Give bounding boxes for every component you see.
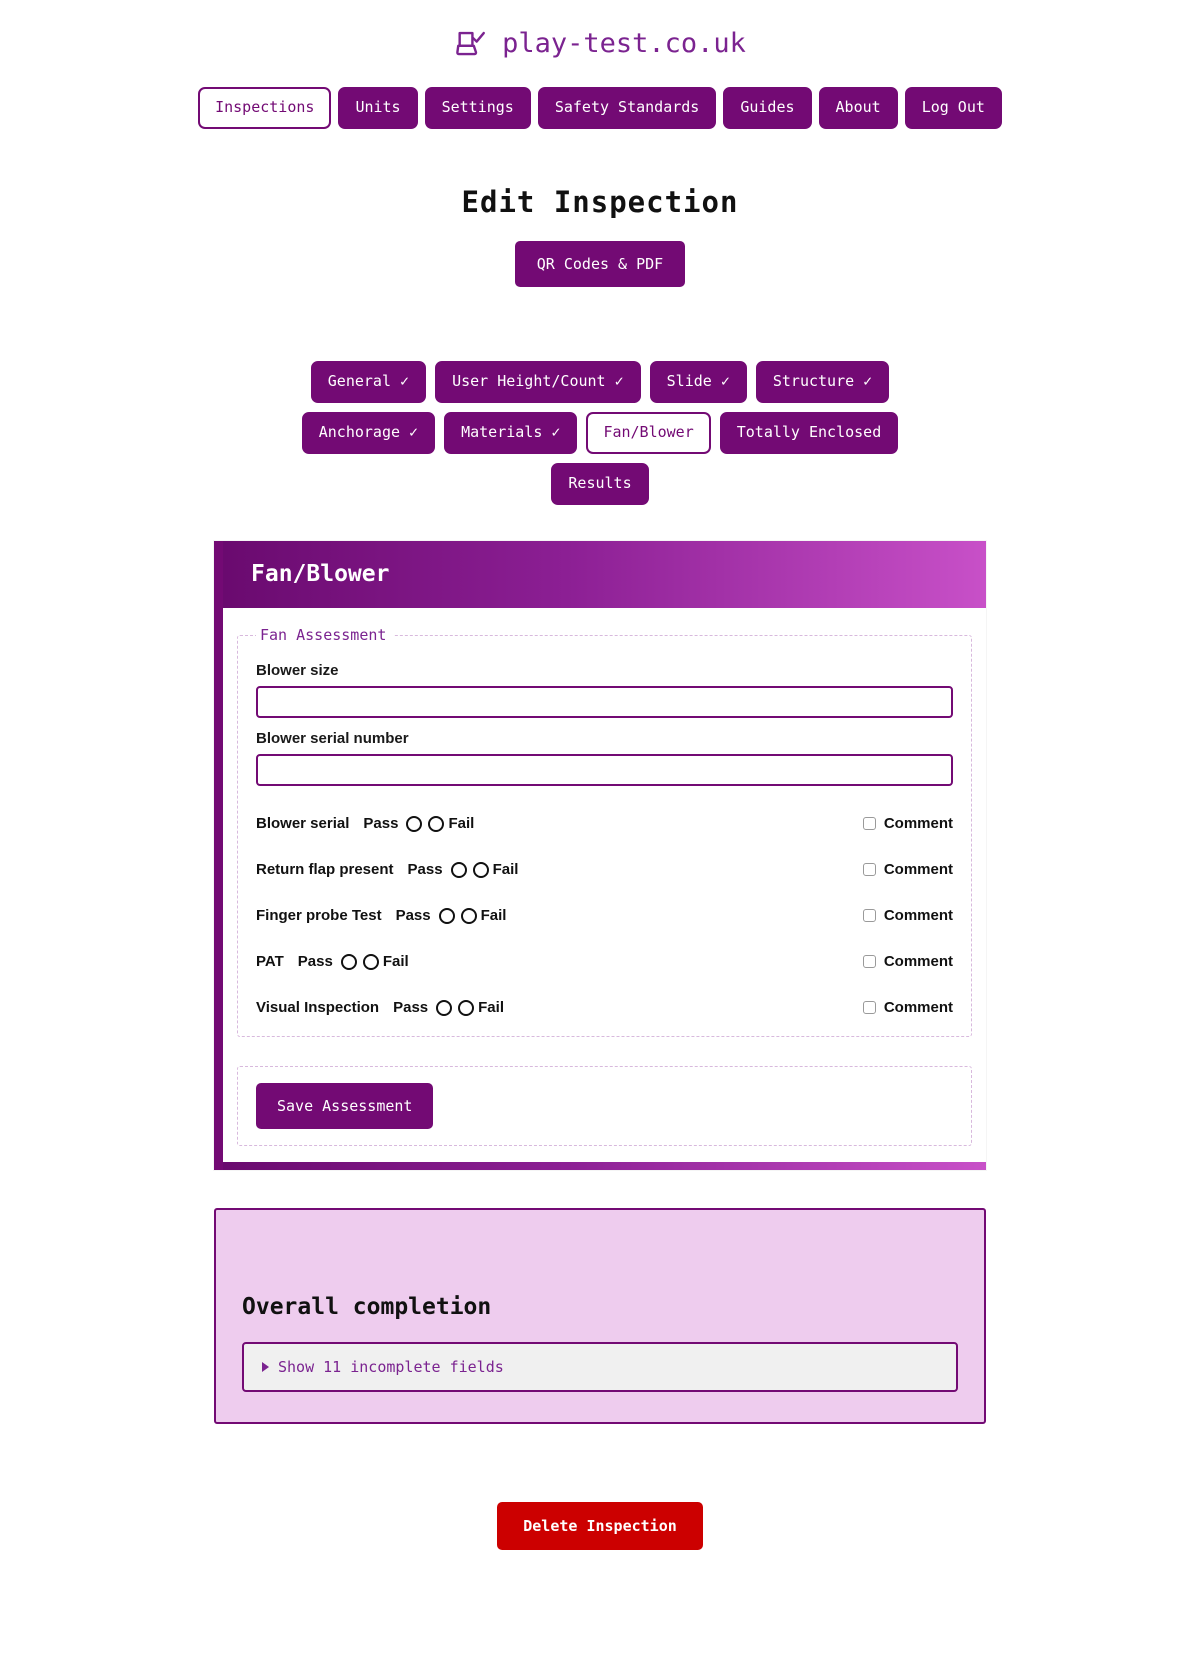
tab-structure[interactable]: Structure ✓ <box>756 361 889 403</box>
tab-general[interactable]: General ✓ <box>311 361 426 403</box>
blower-serial-fail-radio[interactable] <box>428 816 444 832</box>
pass-label: Pass <box>363 815 399 832</box>
comment-label: Comment <box>883 861 953 878</box>
overall-completion-panel <box>214 1208 986 1424</box>
fail-label: Fail <box>492 861 519 878</box>
check-row-controls <box>256 861 518 878</box>
check-label-return-flap-present: Return flap present <box>256 861 394 878</box>
tab-totally-enclosed[interactable]: Totally Enclosed <box>720 412 899 454</box>
fail-label: Fail <box>478 999 504 1016</box>
pat-comment-checkbox[interactable] <box>863 955 876 968</box>
nav-item-settings[interactable]: Settings <box>425 87 531 129</box>
return-flap-pass-radio[interactable] <box>451 862 467 878</box>
card-body <box>223 608 986 1162</box>
check-row-blower-serial <box>256 815 953 832</box>
triangle-right-icon <box>262 1362 269 1372</box>
pass-label: Pass <box>393 999 429 1016</box>
incomplete-fields-details[interactable] <box>242 1342 958 1392</box>
nav-item-safety-standards[interactable]: Safety Standards <box>538 87 717 129</box>
comment-label: Comment <box>883 815 953 832</box>
comment-label: Comment <box>883 907 953 924</box>
card-bottom-accent <box>223 1162 986 1170</box>
check-label-blower-serial: Blower serial <box>256 815 350 832</box>
blower-size-input[interactable] <box>256 686 953 718</box>
pat-fail-radio[interactable] <box>363 954 379 970</box>
nav-item-about[interactable]: About <box>819 87 898 129</box>
visual-inspection-pass-radio[interactable] <box>436 1000 452 1016</box>
finger-probe-pass-radio[interactable] <box>439 908 455 924</box>
qr-codes-pdf-button[interactable]: QR Codes & PDF <box>515 241 685 287</box>
tab-anchorage[interactable]: Anchorage ✓ <box>302 412 435 454</box>
comment-label: Comment <box>883 999 953 1016</box>
comment-group <box>863 815 953 832</box>
check-row-finger-probe-test <box>256 907 953 924</box>
fan-blower-card <box>214 541 986 1170</box>
main-navigation <box>0 87 1200 129</box>
check-label-visual-inspection: Visual Inspection <box>256 999 380 1016</box>
blower-serial-number-label: Blower serial number <box>256 730 409 747</box>
fail-label: Fail <box>480 907 507 924</box>
check-row-pat <box>256 953 953 970</box>
return-flap-comment-checkbox[interactable] <box>863 863 876 876</box>
tab-user-height-count[interactable]: User Height/Count ✓ <box>435 361 641 403</box>
incomplete-fields-summary[interactable] <box>262 1358 938 1376</box>
save-assessment-button[interactable]: Save Assessment <box>256 1083 433 1129</box>
overall-completion-title: Overall completion <box>242 1294 492 1320</box>
card-title: Fan/Blower <box>223 541 986 608</box>
comment-group <box>863 861 953 878</box>
check-label-pat: PAT <box>256 953 284 970</box>
return-flap-fail-radio[interactable] <box>473 862 489 878</box>
brand-header <box>0 0 1200 60</box>
comment-group <box>863 907 953 924</box>
fail-label: Fail <box>448 815 475 832</box>
tab-results[interactable]: Results <box>551 463 648 505</box>
clipboard-check-icon <box>454 26 488 60</box>
blower-size-label: Blower size <box>256 662 339 679</box>
nav-item-units[interactable]: Units <box>338 87 417 129</box>
fan-assessment-legend: Fan Assessment <box>260 626 387 644</box>
comment-group <box>863 953 953 970</box>
check-row-controls <box>256 999 504 1016</box>
tab-materials[interactable]: Materials ✓ <box>444 412 577 454</box>
check-label-finger-probe-test: Finger probe Test <box>256 907 382 924</box>
pass-label: Pass <box>407 861 443 878</box>
page-title: Edit Inspection <box>461 185 739 219</box>
qr-button-container <box>0 241 1200 287</box>
pass-label: Pass <box>395 907 431 924</box>
comment-group <box>863 999 953 1016</box>
save-assessment-fieldset <box>237 1066 972 1146</box>
visual-inspection-comment-checkbox[interactable] <box>863 1001 876 1014</box>
visual-inspection-fail-radio[interactable] <box>458 1000 474 1016</box>
nav-item-guides[interactable]: Guides <box>723 87 811 129</box>
fan-assessment-fieldset <box>237 626 972 1037</box>
delete-button-container <box>0 1502 1200 1660</box>
incomplete-fields-summary-label: Show 11 incomplete fields <box>278 1358 504 1376</box>
comment-label: Comment <box>883 953 953 970</box>
nav-item-log-out[interactable]: Log Out <box>905 87 1002 129</box>
pass-label: Pass <box>297 953 333 970</box>
finger-probe-comment-checkbox[interactable] <box>863 909 876 922</box>
fail-label: Fail <box>382 953 409 970</box>
pat-pass-radio[interactable] <box>341 954 357 970</box>
blower-serial-comment-checkbox[interactable] <box>863 817 876 830</box>
tab-fan-blower[interactable]: Fan/Blower <box>586 412 710 454</box>
check-row-visual-inspection <box>256 999 953 1016</box>
blower-serial-pass-radio[interactable] <box>406 816 422 832</box>
delete-inspection-button[interactable]: Delete Inspection <box>497 1502 703 1550</box>
brand-name: play-test.co.uk <box>502 27 746 59</box>
section-tabs <box>250 361 950 505</box>
check-row-controls <box>256 953 409 970</box>
tab-slide[interactable]: Slide ✓ <box>650 361 747 403</box>
check-row-return-flap-present <box>256 861 953 878</box>
blower-serial-number-input[interactable] <box>256 754 953 786</box>
finger-probe-fail-radio[interactable] <box>461 908 477 924</box>
nav-item-inspections[interactable]: Inspections <box>198 87 331 129</box>
check-row-controls <box>256 815 474 832</box>
check-row-controls <box>256 907 506 924</box>
